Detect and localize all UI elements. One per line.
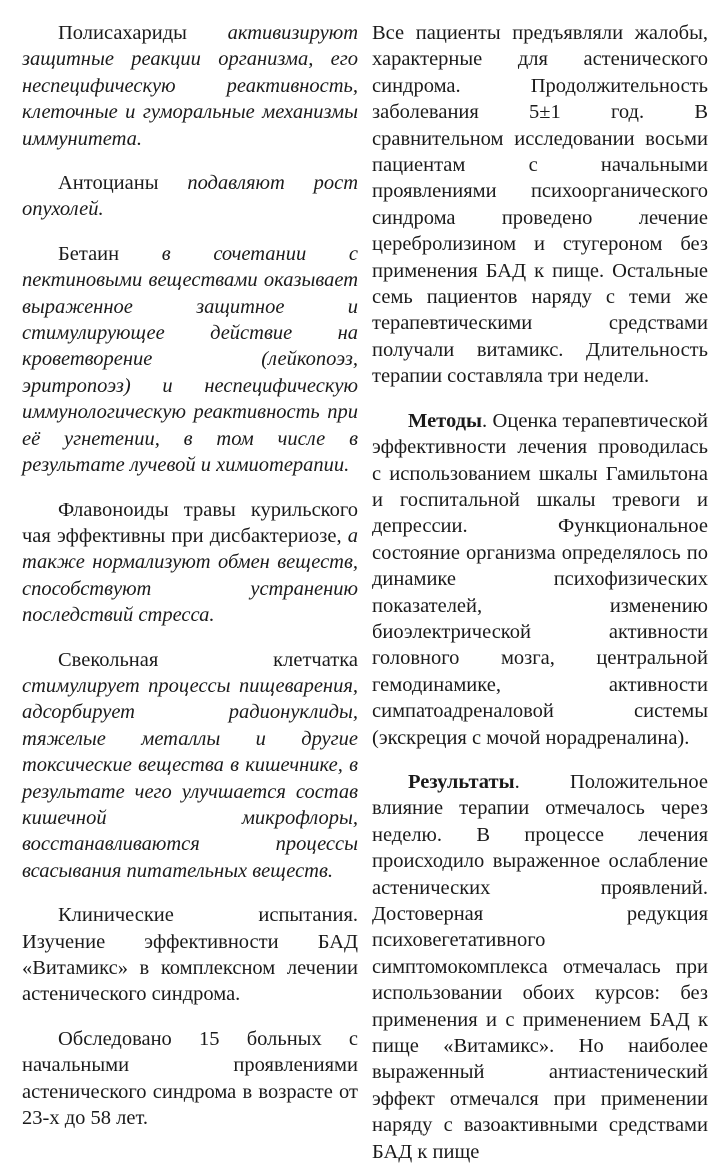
- paragraph-anthocyanins: [22, 170, 358, 223]
- paragraph-italic: в сочетании с пектиновыми веществами оказывает выраженное защитное и стимулирующее действие на кроветворение (лейкопоэз, эритропоэз) и неспецифическую иммунологическую реактивность при её угнетении, в том числе в результате лучевой и химиотерапии.: [22, 242, 358, 477]
- paragraph-flavonoids: [22, 497, 358, 629]
- paragraph-lead: Свекольная клетчатка: [58, 648, 358, 671]
- paragraph-complaints: Все пациенты предъявляли жалобы, характерные для астенического синдрома. Продолжительность заболевания 5±1 год. В сравнительном исследовании восьми пациентам с начальными проявлениями психоорганического синдрома проведено лечение церебролизином и стугероном без применения БАД к пище. Остальные семь пациентов наряду с теми же терапевтическими средствами получали витамикс. Длительность терапии составляла три недели.: [372, 22, 708, 388]
- section-heading-results: Результаты: [408, 770, 515, 793]
- section-heading-methods: Методы: [408, 409, 483, 432]
- paragraph-lead: Полисахариды: [58, 22, 228, 44]
- paragraph-lead: Бетаин: [58, 242, 162, 265]
- paragraph-methods: [372, 408, 708, 751]
- paragraph-beet-fiber: [22, 647, 358, 885]
- paragraph-lead: Антоцианы: [58, 172, 188, 195]
- paragraph-body: . Положительное влияние терапии отмечалось через неделю. В процессе лечения происходило выраженное ослабление астенических проявлений. Достоверная редукция психовегетативного симптомокомплекса отмечалась при использовании обоих курсов: без применения и с применением БАД к пище «Витамикс». Но наиболее выраженный антиастенический эффект отмечался при применении наряду с вазоактивными средствами БАД к пище: [372, 770, 708, 1163]
- right-column: [372, 20, 708, 1165]
- left-column: [22, 20, 358, 1131]
- paragraph-clinical-trials: Клинические испытания. Изучение эффективности БАД «Витамикс» в комплексном лечении астенического синдрома.: [22, 904, 358, 1006]
- paragraph-italic: а также нормализуют обмен веществ, способствуют устранению последствий стресса.: [22, 524, 358, 627]
- paragraph-body: . Оценка терапевтической эффективности лечения проводилась с использованием шкалы Гамильтона и госпитальной шкалы тревоги и депрессии. Функциональное состояние организма определялось по динамике психофизических показателей, изменению биоэлектрической активности головного мозга, центральной гемодинамике, активности симпатоадреналовой системы (экскреция с мочой норадреналина).: [372, 409, 708, 749]
- paragraph-polysaccharides: [22, 20, 358, 152]
- paragraph-betaine: [22, 241, 358, 479]
- paragraph-italic: активизируют защитные реакции организма, его неспецифическую реактивность, клеточные и гуморальные механизмы иммунитета.: [22, 22, 358, 150]
- paragraph-results: [372, 769, 708, 1165]
- paragraph-italic: стимулирует процессы пищеварения, адсорбирует радионуклиды, тяжелые металлы и другие токсические вещества в кишечнике, в результате чего улучшается состав кишечной микрофлоры, восстанавливаются процессы всасывания питательных веществ.: [22, 674, 358, 882]
- paragraph-patients: Обследовано 15 больных с начальными проявлениями астенического синдрома в возрасте от 23-х до 58 лет.: [22, 1027, 358, 1130]
- paragraph-lead: Флавоноиды травы курильского чая эффективны при дисбактериозе,: [22, 498, 358, 547]
- paragraph-italic: подавляют рост опухолей.: [22, 172, 358, 221]
